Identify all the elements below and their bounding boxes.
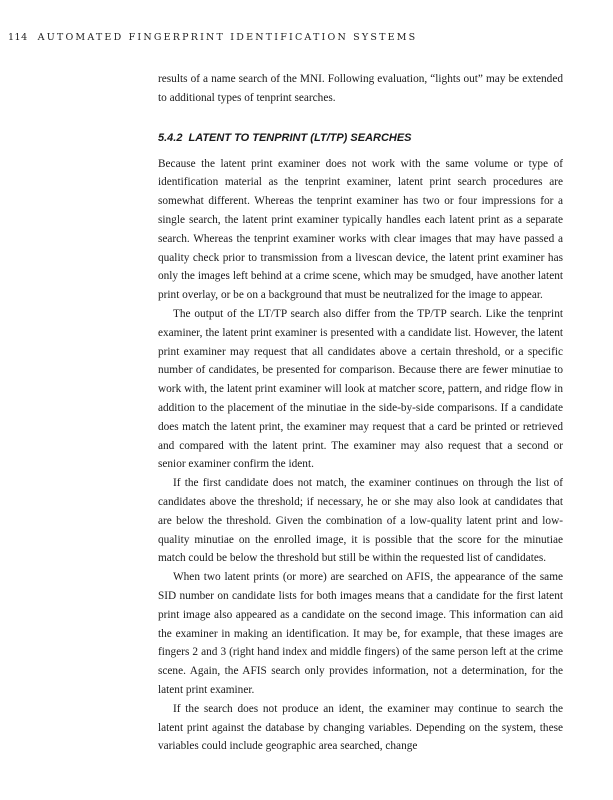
section-title: LATENT TO TENPRINT (LT/TP) SEARCHES bbox=[188, 131, 412, 144]
paragraph: When two latent prints (or more) are searched on AFIS, the appearance of the same SID number on candidate lists for both images means that a candidate for the first latent print image also appeared as a candidate on the second image. This information can aid the examiner in making an identification. It may be, for example, that these images are fingers 2 and 3 (right hand index and middle fingers) of the same person left at the crime scene. Again, the AFIS search only provides information, not a determination, for the latent print examiner. bbox=[158, 571, 563, 696]
paragraph: Because the latent print examiner does not work with the same volume or type of identification material as the tenprint examiner, latent print search procedures are somewhat different. Whereas the tenprint examiner has two or four impressions for a single search, the latent print examiner typically handles each latent print as a separate search. Whereas the tenprint examiner works with clear images that may have passed a quality check prior to transmission from a livescan device, the latent print examiner has only the images left behind at a crime scene, which may be smudged, have another latent print overlay, or be on a background that must be neutralized for the image to appear. bbox=[158, 157, 563, 302]
paragraph: If the search does not produce an ident, the examiner may continue to search the latent print against the database by changing variables. Depending on the system, these variables could include geographic area searched, change bbox=[158, 702, 563, 753]
running-title: AUTOMATED FINGERPRINT IDENTIFICATION SYSTEMS bbox=[37, 32, 418, 43]
section-heading bbox=[158, 129, 563, 147]
paragraph-continued: results of a name search of the MNI. Following evaluation, “lights out” may be extended to additional types of tenprint searches. bbox=[158, 73, 563, 104]
running-head bbox=[8, 32, 417, 43]
section-number: 5.4.2 bbox=[158, 131, 183, 144]
paragraph: The output of the LT/TP search also differ from the TP/TP search. Like the tenprint examiner, the latent print examiner is presented with a candidate list. However, the latent print examiner may request that all candidates above a certain threshold, or a specific number of candidates, be presented for comparison. Because there are fewer minutiae to work with, the latent print examiner will look at matcher score, pattern, and ridge flow in addition to the placement of the minutiae in the side-by-side comparisons. If a candidate does match the latent print, the examiner may request that a card be printed or retrieved and compared with the latent print. The examiner may also request that a second or senior examiner confirm the ident. bbox=[158, 307, 563, 471]
body-text bbox=[158, 70, 563, 756]
page-number: 114 bbox=[8, 32, 28, 43]
paragraph: If the first candidate does not match, the examiner continues on through the list of candidates above the threshold; if necessary, he or she may also look at candidates that are below the threshold. Given the combination of a low-quality latent print and low-quality minutiae on the enrolled image, it is possible that the score for the minutiae match could be below the threshold but still be within the requested list of candidates. bbox=[158, 477, 563, 565]
